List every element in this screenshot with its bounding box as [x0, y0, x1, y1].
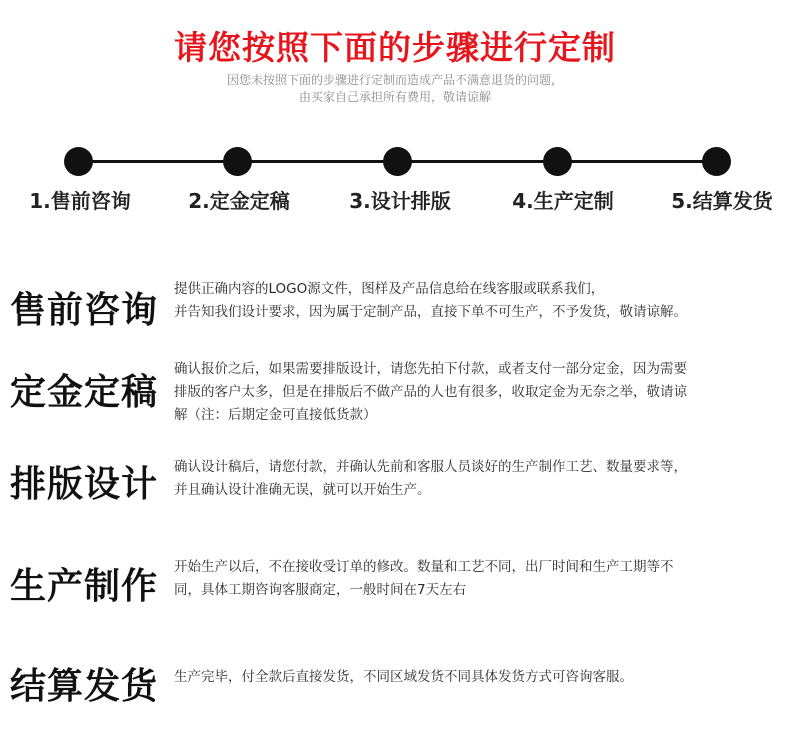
section-text: [174, 666, 782, 689]
text-line: 解（注：后期定金可直接低货款）: [174, 407, 377, 423]
step-dot-2: [223, 147, 252, 176]
section-heading: 结算发货: [10, 666, 159, 707]
text-line: 确认设计稿后，请您付款，并确认先前和客服人员谈好的生产制作工艺、数量要求等，: [174, 459, 687, 475]
section-heading: 生产制作: [10, 566, 159, 607]
notice-line-1: 因您未按照下面的步骤进行定制而造成产品不满意退货的问题，: [226, 73, 563, 87]
text-line: 开始生产以后，不在接收受订单的修改。数量和工艺不同，出厂时间和生产工期等不: [174, 559, 674, 575]
step-label-4: 4.生产定制: [512, 189, 614, 213]
notice-line-2: 由买家自己承担所有费用，敬请谅解: [298, 90, 491, 104]
step-dot-3: [383, 147, 412, 176]
text-line: 生产完毕，付全款后直接发货，不同区域发货不同具体发货方式可咨询客服。: [174, 669, 633, 685]
text-line: 并告知我们设计要求，因为属于定制产品，直接下单不可生产，不予发货，敬请谅解。: [174, 304, 687, 320]
step-dot-5: [702, 147, 731, 176]
step-dot-4: [543, 147, 572, 176]
text-line: 提供正确内容的LOGO源文件，图样及产品信息给在线客服或联系我们，: [174, 281, 605, 297]
text-line: 确认报价之后，如果需要排版设计，请您先拍下付款，或者支付一部分定金，因为需要: [174, 361, 687, 377]
text-line: 并且确认设计准确无误，就可以开始生产。: [174, 482, 431, 498]
section-text: [174, 278, 782, 324]
step-label-5: 5.结算发货: [671, 189, 773, 213]
section-heading: 定金定稿: [10, 372, 159, 413]
step-timeline: [0, 145, 790, 235]
section-text: [174, 556, 782, 602]
step-label-2: 2.定金定稿: [188, 189, 290, 213]
section-text: [174, 456, 782, 502]
section-heading: 售前咨询: [10, 290, 159, 331]
step-label-1: 1.售前咨询: [29, 189, 131, 213]
step-dot-1: [64, 147, 93, 176]
text-line: 同，具体工期咨询客服商定，一般时间在7天左右: [174, 582, 467, 598]
page-title: 请您按照下面的步骤进行定制: [174, 28, 616, 67]
text-line: 排版的客户太多，但是在排版后不做产品的人也有很多，收取定金为无奈之举，敬请谅: [174, 384, 687, 400]
section-text: [174, 358, 782, 427]
notice-subtitle: [0, 72, 790, 106]
step-label-3: 3.设计排版: [349, 189, 451, 213]
section-heading: 排版设计: [10, 464, 159, 505]
